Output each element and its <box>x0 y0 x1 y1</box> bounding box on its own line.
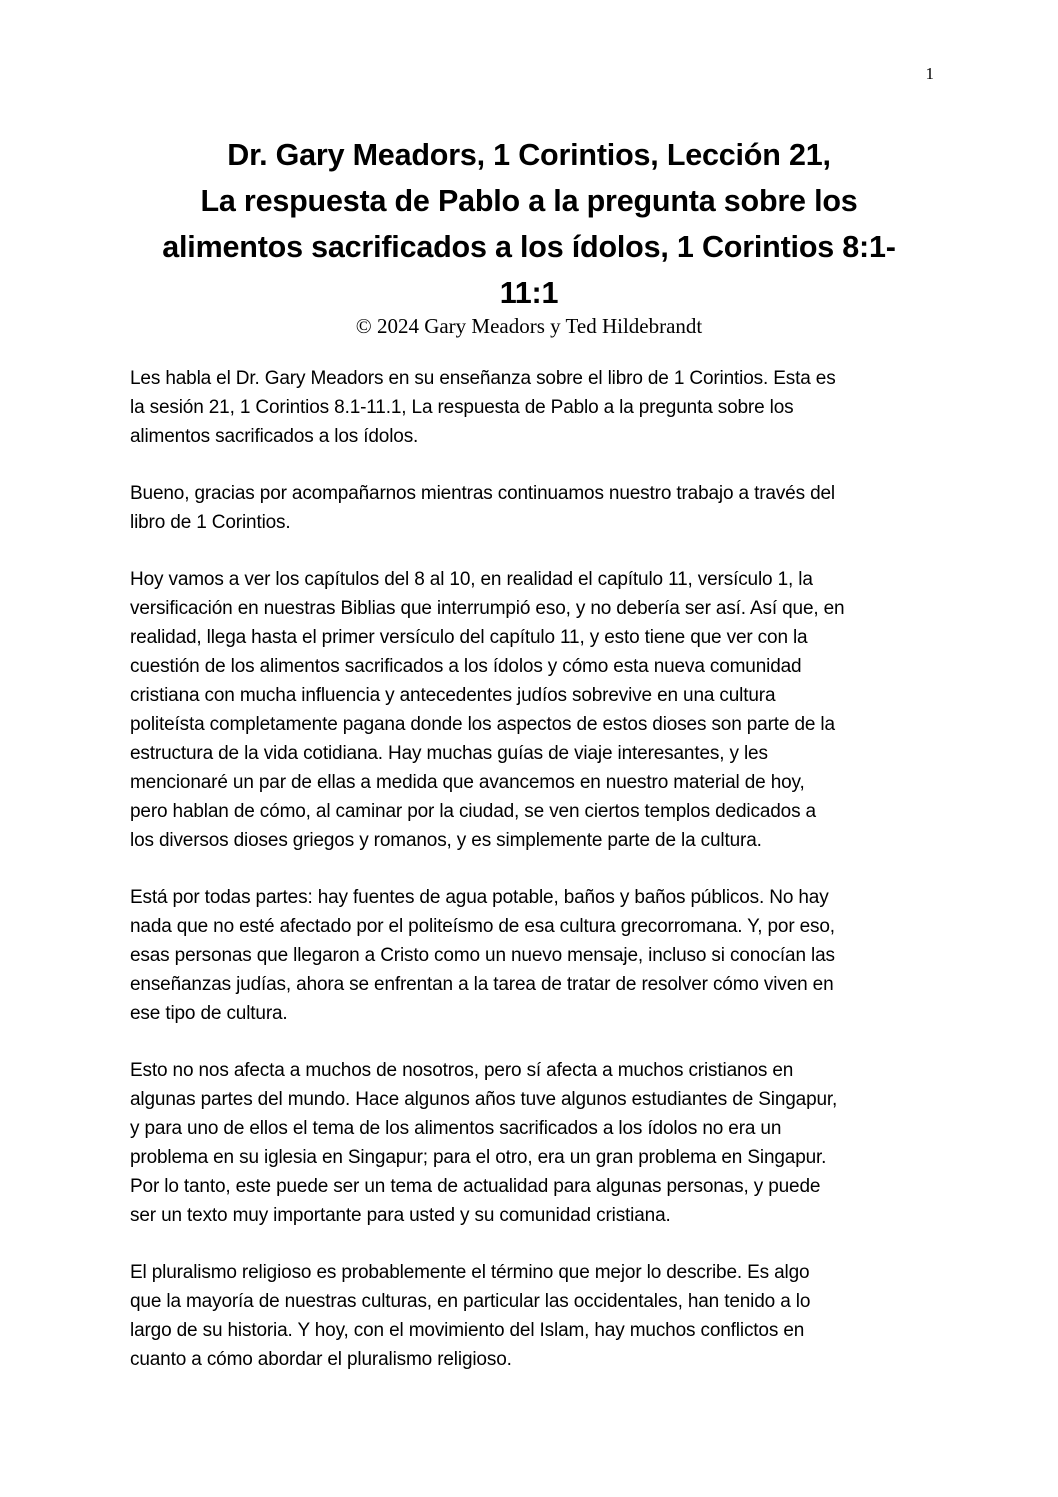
page-number: 1 <box>925 64 934 83</box>
title-line: alimentos sacrificados a los ídolos, 1 Corintios 8:1- <box>162 230 896 264</box>
text-line: algunas partes del mundo. Hace algunos años tuve algunos estudiantes de Singapur, <box>130 1089 838 1110</box>
paragraph <box>130 364 930 451</box>
text-line: estructura de la vida cotidiana. Hay muchas guías de viaje interesantes, y les <box>130 743 768 764</box>
text-line: Esto no nos afecta a muchos de nosotros, pero sí afecta a muchos cristianos en <box>130 1060 794 1081</box>
text-line: esas personas que llegaron a Cristo como un nuevo mensaje, incluso si conocían las <box>130 945 835 966</box>
paragraph <box>130 479 930 537</box>
title-line: La respuesta de Pablo a la pregunta sobre los <box>200 184 858 218</box>
text-line: Está por todas partes: hay fuentes de agua potable, baños y baños públicos. No hay <box>130 887 829 908</box>
text-line: realidad, llega hasta el primer versículo del capítulo 11, y esto tiene que ver con la <box>130 627 808 648</box>
paragraph <box>130 1056 930 1230</box>
text-line: ese tipo de cultura. <box>130 1003 288 1024</box>
text-line: y para uno de ellos el tema de los alimentos sacrificados a los ídolos no era un <box>130 1118 782 1139</box>
text-line: nada que no esté afectado por el politeísmo de esa cultura grecorromana. Y, por eso, <box>130 916 835 937</box>
paragraph <box>130 1258 930 1374</box>
text-line: enseñanzas judías, ahora se enfrentan a la tarea de tratar de resolver cómo viven en <box>130 974 834 995</box>
text-line: que la mayoría de nuestras culturas, en particular las occidentales, han tenido a lo <box>130 1291 811 1312</box>
text-line: cuestión de los alimentos sacrificados a los ídolos y cómo esta nueva comunidad <box>130 656 802 677</box>
body-text <box>130 364 930 1402</box>
paragraph <box>130 565 930 855</box>
text-line: alimentos sacrificados a los ídolos. <box>130 426 419 447</box>
text-line: versificación en nuestras Biblias que interrumpió eso, y no debería ser así. Así que, en <box>130 598 845 619</box>
text-line: Bueno, gracias por acompañarnos mientras continuamos nuestro trabajo a través del <box>130 483 835 504</box>
text-line: largo de su historia. Y hoy, con el movimiento del Islam, hay muchos conflictos en <box>130 1320 805 1341</box>
text-line: libro de 1 Corintios. <box>130 512 291 533</box>
title-line: 11:1 <box>499 276 559 310</box>
title-block <box>128 132 930 340</box>
title-line: Dr. Gary Meadors, 1 Corintios, Lección 21, <box>227 138 831 172</box>
text-line: cristiana con mucha influencia y antecedentes judíos sobrevive en una cultura <box>130 685 776 706</box>
text-line: ser un texto muy importante para usted y su comunidad cristiana. <box>130 1205 671 1226</box>
text-line: Por lo tanto, este puede ser un tema de actualidad para algunas personas, y puede <box>130 1176 821 1197</box>
text-line: cuanto a cómo abordar el pluralismo religioso. <box>130 1349 512 1370</box>
text-line: El pluralismo religioso es probablemente el término que mejor lo describe. Es algo <box>130 1262 810 1283</box>
text-line: Les habla el Dr. Gary Meadors en su enseñanza sobre el libro de 1 Corintios. Esta es <box>130 368 836 389</box>
paragraph <box>130 883 930 1028</box>
text-line: politeísta completamente pagana donde los aspectos de estos dioses son parte de la <box>130 714 835 735</box>
text-line: la sesión 21, 1 Corintios 8.1-11.1, La respuesta de Pablo a la pregunta sobre los <box>130 397 794 418</box>
text-line: pero hablan de cómo, al caminar por la ciudad, se ven ciertos templos dedicados a <box>130 801 816 822</box>
text-line: Hoy vamos a ver los capítulos del 8 al 10, en realidad el capítulo 11, versículo 1, la <box>130 569 813 590</box>
text-line: problema en su iglesia en Singapur; para el otro, era un gran problema en Singapur. <box>130 1147 827 1168</box>
text-line: los diversos dioses griegos y romanos, y es simplemente parte de la cultura. <box>130 830 762 851</box>
text-line: mencionaré un par de ellas a medida que avancemos en nuestro material de hoy, <box>130 772 805 793</box>
copyright-line: © 2024 Gary Meadors y Ted Hildebrandt <box>355 314 703 338</box>
